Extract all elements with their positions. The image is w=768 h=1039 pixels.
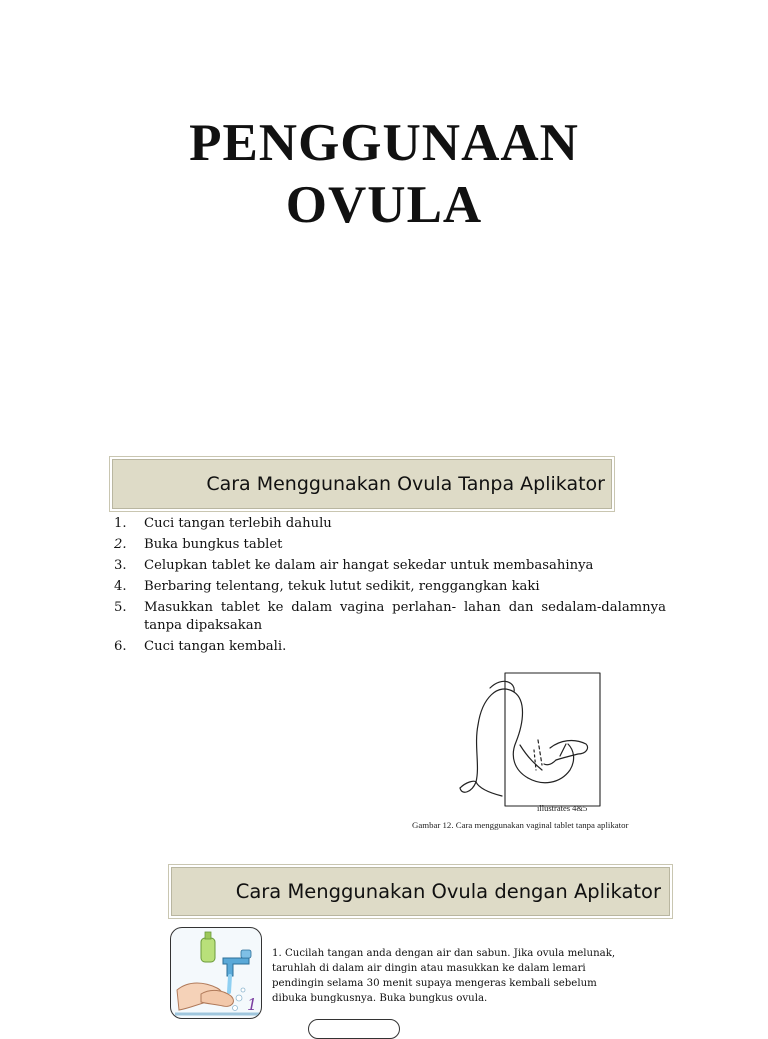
page-title xyxy=(0,112,768,236)
handwash-icon xyxy=(171,928,262,1019)
section-heading-with-applicator: Cara Menggunakan Ovula dengan Aplikator xyxy=(235,880,661,903)
step-text: Buka bungkus tablet xyxy=(144,537,283,552)
figure-caption: Gambar 12. Cara menggunakan vaginal tablet tanpa aplikator xyxy=(412,820,629,830)
section-heading-box-without-applicator xyxy=(112,459,612,509)
step-text: Cuci tangan kembali. xyxy=(144,638,287,654)
title-line-2: OVULA xyxy=(285,176,483,234)
list-item xyxy=(114,536,666,554)
title-line-1: PENGGUNAAN xyxy=(189,114,579,172)
list-item xyxy=(114,557,666,575)
step-text: Celupkan tablet ke dalam air hangat sekedar untuk membasahinya xyxy=(144,558,594,573)
step-number: 4. xyxy=(114,579,127,594)
step-number: 3. xyxy=(114,558,127,573)
list-item xyxy=(114,599,666,634)
figure-label: illustrates 4&5 xyxy=(537,803,588,813)
applicator-step-1-text: 1. Cucilah tangan anda dengan air dan sabun. Jika ovula melunak, taruhlah di dalam air dingin atau masukkan ke dalam lemari pendingin selama 30 menit supaya mengeras kembali sebelum dibuka bungkusnya. Buka bungkus ovula. xyxy=(272,948,616,1004)
section-heading-box-with-applicator xyxy=(171,867,670,916)
handwashing-illustration xyxy=(170,927,262,1019)
steps-list-without-applicator xyxy=(114,515,666,659)
section-heading-without-applicator: Cara Menggunakan Ovula Tanpa Aplikator xyxy=(206,473,605,495)
step-number-mark: 1 xyxy=(247,995,258,1014)
step-text: Masukkan tablet ke dalam vagina perlahan- lahan dan sedalam-dalamnya tanpa dipaksakan xyxy=(144,600,666,633)
list-item xyxy=(114,578,666,596)
step-number: 2. xyxy=(114,537,127,552)
list-item xyxy=(114,515,666,533)
step-number: 1. xyxy=(114,516,127,531)
step-number: 5. xyxy=(114,600,127,615)
step-text: Berbaring telentang, tekuk lutut sedikit, renggangkan kaki xyxy=(144,579,540,594)
step-number: 6. xyxy=(114,638,127,654)
list-item xyxy=(114,638,666,656)
next-step-frame xyxy=(308,1019,400,1039)
step-text: Cuci tangan terlebih dahulu xyxy=(144,516,332,531)
insertion-illustration xyxy=(410,670,625,835)
